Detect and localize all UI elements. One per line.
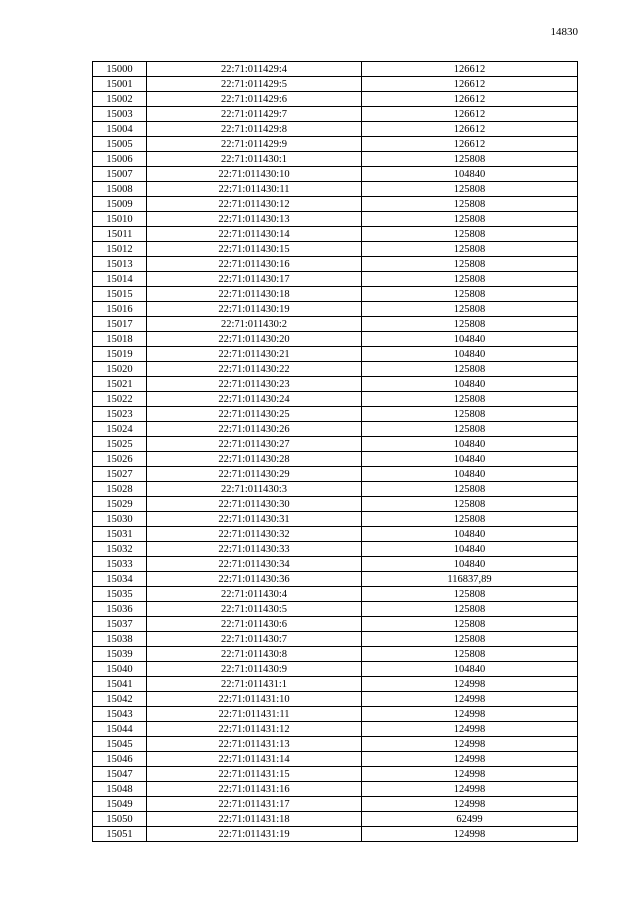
value-cell: 125808 — [362, 497, 578, 512]
row-number-cell: 15023 — [93, 407, 147, 422]
row-number-cell: 15042 — [93, 692, 147, 707]
cadastral-number-cell: 22:71:011431:17 — [147, 797, 362, 812]
cadastral-number-cell: 22:71:011430:14 — [147, 227, 362, 242]
value-cell: 104840 — [362, 452, 578, 467]
value-cell: 104840 — [362, 437, 578, 452]
cadastral-number-cell: 22:71:011430:34 — [147, 557, 362, 572]
value-cell: 124998 — [362, 707, 578, 722]
value-cell: 125808 — [362, 227, 578, 242]
row-number-cell: 15047 — [93, 767, 147, 782]
row-number-cell: 15015 — [93, 287, 147, 302]
value-cell: 125808 — [362, 617, 578, 632]
row-number-cell: 15032 — [93, 542, 147, 557]
row-number-cell: 15043 — [93, 707, 147, 722]
row-number-cell: 15000 — [93, 62, 147, 77]
table-row — [93, 467, 578, 482]
cadastral-number-cell: 22:71:011430:26 — [147, 422, 362, 437]
row-number-cell: 15020 — [93, 362, 147, 377]
row-number-cell: 15026 — [93, 452, 147, 467]
table-row — [93, 392, 578, 407]
table-row — [93, 812, 578, 827]
row-number-cell: 15050 — [93, 812, 147, 827]
row-number-cell: 15038 — [93, 632, 147, 647]
table-row — [93, 752, 578, 767]
row-number-cell: 15002 — [93, 92, 147, 107]
cadastral-number-cell: 22:71:011430:29 — [147, 467, 362, 482]
row-number-cell: 15031 — [93, 527, 147, 542]
table-row — [93, 602, 578, 617]
table-row — [93, 212, 578, 227]
cadastral-number-cell: 22:71:011430:1 — [147, 152, 362, 167]
value-cell: 125808 — [362, 212, 578, 227]
cadastral-number-cell: 22:71:011430:25 — [147, 407, 362, 422]
row-number-cell: 15051 — [93, 827, 147, 842]
value-cell: 125808 — [362, 407, 578, 422]
cadastral-number-cell: 22:71:011430:22 — [147, 362, 362, 377]
row-number-cell: 15009 — [93, 197, 147, 212]
value-cell: 126612 — [362, 62, 578, 77]
cadastral-number-cell: 22:71:011430:24 — [147, 392, 362, 407]
value-cell: 126612 — [362, 77, 578, 92]
cadastral-number-cell: 22:71:011430:8 — [147, 647, 362, 662]
table-row — [93, 632, 578, 647]
table-row — [93, 482, 578, 497]
table-row — [93, 347, 578, 362]
row-number-cell: 15022 — [93, 392, 147, 407]
row-number-cell: 15025 — [93, 437, 147, 452]
table-row — [93, 497, 578, 512]
row-number-cell: 15027 — [93, 467, 147, 482]
value-cell: 125808 — [362, 362, 578, 377]
cadastral-number-cell: 22:71:011430:31 — [147, 512, 362, 527]
cadastral-number-cell: 22:71:011430:6 — [147, 617, 362, 632]
value-cell: 125808 — [362, 602, 578, 617]
cadastral-number-cell: 22:71:011430:28 — [147, 452, 362, 467]
cadastral-number-cell: 22:71:011431:14 — [147, 752, 362, 767]
table-row — [93, 197, 578, 212]
row-number-cell: 15006 — [93, 152, 147, 167]
value-cell: 104840 — [362, 347, 578, 362]
cadastral-number-cell: 22:71:011431:11 — [147, 707, 362, 722]
value-cell: 125808 — [362, 512, 578, 527]
row-number-cell: 15044 — [93, 722, 147, 737]
row-number-cell: 15030 — [93, 512, 147, 527]
table-row — [93, 272, 578, 287]
table-row — [93, 227, 578, 242]
value-cell: 125808 — [362, 197, 578, 212]
cadastral-number-cell: 22:71:011430:18 — [147, 287, 362, 302]
row-number-cell: 15004 — [93, 122, 147, 137]
table-row — [93, 107, 578, 122]
value-cell: 104840 — [362, 167, 578, 182]
value-cell: 124998 — [362, 782, 578, 797]
table-row — [93, 332, 578, 347]
cadastral-number-cell: 22:71:011431:16 — [147, 782, 362, 797]
table-row — [93, 137, 578, 152]
value-cell: 124998 — [362, 767, 578, 782]
registry-table-body — [93, 62, 578, 842]
value-cell: 125808 — [362, 392, 578, 407]
table-row — [93, 692, 578, 707]
value-cell: 125808 — [362, 242, 578, 257]
cadastral-number-cell: 22:71:011431:18 — [147, 812, 362, 827]
cadastral-number-cell: 22:71:011431:13 — [147, 737, 362, 752]
row-number-cell: 15024 — [93, 422, 147, 437]
cadastral-number-cell: 22:71:011430:32 — [147, 527, 362, 542]
value-cell: 124998 — [362, 722, 578, 737]
table-row — [93, 782, 578, 797]
row-number-cell: 15003 — [93, 107, 147, 122]
row-number-cell: 15011 — [93, 227, 147, 242]
table-row — [93, 287, 578, 302]
value-cell: 104840 — [362, 467, 578, 482]
table-row — [93, 122, 578, 137]
registry-table — [92, 61, 578, 842]
value-cell: 125808 — [362, 152, 578, 167]
page-number: 14830 — [550, 26, 578, 38]
row-number-cell: 15041 — [93, 677, 147, 692]
value-cell: 125808 — [362, 302, 578, 317]
table-row — [93, 542, 578, 557]
row-number-cell: 15045 — [93, 737, 147, 752]
row-number-cell: 15040 — [93, 662, 147, 677]
cadastral-number-cell: 22:71:011429:4 — [147, 62, 362, 77]
value-cell: 124998 — [362, 752, 578, 767]
row-number-cell: 15017 — [93, 317, 147, 332]
table-row — [93, 167, 578, 182]
value-cell: 124998 — [362, 677, 578, 692]
row-number-cell: 15019 — [93, 347, 147, 362]
table-row — [93, 302, 578, 317]
value-cell: 125808 — [362, 287, 578, 302]
table-row — [93, 707, 578, 722]
cadastral-number-cell: 22:71:011430:7 — [147, 632, 362, 647]
value-cell: 104840 — [362, 527, 578, 542]
row-number-cell: 15029 — [93, 497, 147, 512]
row-number-cell: 15005 — [93, 137, 147, 152]
table-row — [93, 587, 578, 602]
row-number-cell: 15046 — [93, 752, 147, 767]
cadastral-number-cell: 22:71:011431:10 — [147, 692, 362, 707]
table-row — [93, 827, 578, 842]
value-cell: 126612 — [362, 122, 578, 137]
table-row — [93, 557, 578, 572]
value-cell: 124998 — [362, 737, 578, 752]
value-cell: 125808 — [362, 482, 578, 497]
value-cell: 124998 — [362, 827, 578, 842]
row-number-cell: 15048 — [93, 782, 147, 797]
row-number-cell: 15008 — [93, 182, 147, 197]
table-row — [93, 452, 578, 467]
table-row — [93, 572, 578, 587]
table-row — [93, 512, 578, 527]
value-cell: 126612 — [362, 92, 578, 107]
value-cell: 104840 — [362, 332, 578, 347]
table-row — [93, 182, 578, 197]
row-number-cell: 15021 — [93, 377, 147, 392]
row-number-cell: 15028 — [93, 482, 147, 497]
row-number-cell: 15033 — [93, 557, 147, 572]
table-row — [93, 617, 578, 632]
table-row — [93, 62, 578, 77]
value-cell: 125808 — [362, 422, 578, 437]
cadastral-number-cell: 22:71:011430:20 — [147, 332, 362, 347]
value-cell: 124998 — [362, 797, 578, 812]
cadastral-number-cell: 22:71:011430:13 — [147, 212, 362, 227]
cadastral-number-cell: 22:71:011430:2 — [147, 317, 362, 332]
table-row — [93, 242, 578, 257]
cadastral-number-cell: 22:71:011430:19 — [147, 302, 362, 317]
row-number-cell: 15018 — [93, 332, 147, 347]
cadastral-number-cell: 22:71:011431:15 — [147, 767, 362, 782]
cadastral-number-cell: 22:71:011431:1 — [147, 677, 362, 692]
table-row — [93, 647, 578, 662]
row-number-cell: 15012 — [93, 242, 147, 257]
cadastral-number-cell: 22:71:011431:19 — [147, 827, 362, 842]
cadastral-number-cell: 22:71:011429:6 — [147, 92, 362, 107]
row-number-cell: 15037 — [93, 617, 147, 632]
cadastral-number-cell: 22:71:011430:23 — [147, 377, 362, 392]
row-number-cell: 15035 — [93, 587, 147, 602]
cadastral-number-cell: 22:71:011430:36 — [147, 572, 362, 587]
cadastral-number-cell: 22:71:011430:33 — [147, 542, 362, 557]
value-cell: 125808 — [362, 257, 578, 272]
table-row — [93, 767, 578, 782]
table-row — [93, 437, 578, 452]
table-row — [93, 77, 578, 92]
value-cell: 125808 — [362, 272, 578, 287]
value-cell: 62499 — [362, 812, 578, 827]
table-row — [93, 797, 578, 812]
cadastral-number-cell: 22:71:011430:12 — [147, 197, 362, 212]
table-row — [93, 722, 578, 737]
cadastral-number-cell: 22:71:011430:11 — [147, 182, 362, 197]
cadastral-number-cell: 22:71:011430:9 — [147, 662, 362, 677]
value-cell: 125808 — [362, 587, 578, 602]
cadastral-number-cell: 22:71:011430:4 — [147, 587, 362, 602]
row-number-cell: 15014 — [93, 272, 147, 287]
value-cell: 126612 — [362, 107, 578, 122]
value-cell: 126612 — [362, 137, 578, 152]
table-row — [93, 317, 578, 332]
value-cell: 104840 — [362, 542, 578, 557]
cadastral-number-cell: 22:71:011430:21 — [147, 347, 362, 362]
cadastral-number-cell: 22:71:011429:7 — [147, 107, 362, 122]
cadastral-number-cell: 22:71:011430:16 — [147, 257, 362, 272]
table-row — [93, 362, 578, 377]
cadastral-number-cell: 22:71:011430:27 — [147, 437, 362, 452]
cadastral-number-cell: 22:71:011429:9 — [147, 137, 362, 152]
row-number-cell: 15016 — [93, 302, 147, 317]
cadastral-number-cell: 22:71:011430:3 — [147, 482, 362, 497]
row-number-cell: 15013 — [93, 257, 147, 272]
table-row — [93, 422, 578, 437]
table-row — [93, 92, 578, 107]
value-cell: 104840 — [362, 377, 578, 392]
value-cell: 116837,89 — [362, 572, 578, 587]
row-number-cell: 15049 — [93, 797, 147, 812]
table-row — [93, 677, 578, 692]
value-cell: 104840 — [362, 662, 578, 677]
value-cell: 104840 — [362, 557, 578, 572]
table-row — [93, 737, 578, 752]
cadastral-number-cell: 22:71:011430:10 — [147, 167, 362, 182]
value-cell: 125808 — [362, 182, 578, 197]
value-cell: 124998 — [362, 692, 578, 707]
row-number-cell: 15001 — [93, 77, 147, 92]
table-row — [93, 377, 578, 392]
cadastral-number-cell: 22:71:011431:12 — [147, 722, 362, 737]
value-cell: 125808 — [362, 647, 578, 662]
cadastral-number-cell: 22:71:011430:15 — [147, 242, 362, 257]
row-number-cell: 15036 — [93, 602, 147, 617]
value-cell: 125808 — [362, 317, 578, 332]
table-row — [93, 407, 578, 422]
table-row — [93, 527, 578, 542]
cadastral-number-cell: 22:71:011430:5 — [147, 602, 362, 617]
cadastral-number-cell: 22:71:011430:17 — [147, 272, 362, 287]
cadastral-number-cell: 22:71:011429:5 — [147, 77, 362, 92]
row-number-cell: 15007 — [93, 167, 147, 182]
row-number-cell: 15010 — [93, 212, 147, 227]
row-number-cell: 15039 — [93, 647, 147, 662]
cadastral-number-cell: 22:71:011429:8 — [147, 122, 362, 137]
table-row — [93, 662, 578, 677]
value-cell: 125808 — [362, 632, 578, 647]
cadastral-number-cell: 22:71:011430:30 — [147, 497, 362, 512]
table-row — [93, 257, 578, 272]
row-number-cell: 15034 — [93, 572, 147, 587]
table-row — [93, 152, 578, 167]
